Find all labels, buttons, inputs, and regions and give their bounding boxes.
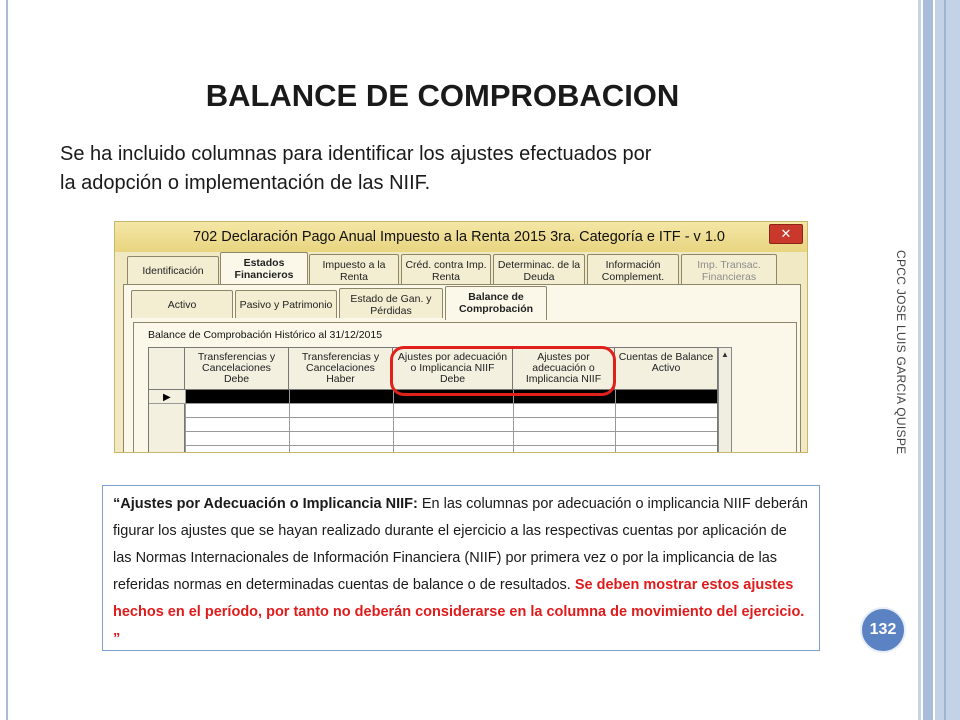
grid-column-line bbox=[289, 390, 290, 453]
header-text: Cancelaciones bbox=[202, 362, 271, 374]
table-row[interactable] bbox=[149, 418, 717, 432]
grid-header-transferencias-debe[interactable] bbox=[185, 348, 289, 390]
subtitle-line-2: la adopción o implementación de las NIIF. bbox=[60, 172, 431, 194]
tab-label: Estado de Gan. y bbox=[350, 293, 432, 305]
grid-column-line bbox=[185, 390, 186, 453]
vertical-author-credit: CPCC JOSE LUIS GARCIA QUISPE bbox=[894, 250, 908, 455]
note-bold-lead: Ajustes por Adecuación o Implicancia NIIF: bbox=[120, 496, 418, 512]
tab-activo[interactable] bbox=[131, 290, 233, 318]
slide-title: BALANCE DE COMPROBACION bbox=[205, 78, 680, 113]
table-row[interactable] bbox=[149, 404, 717, 418]
dialog-titlebar bbox=[115, 222, 807, 252]
header-text: Ajustes por adecuación bbox=[397, 351, 508, 363]
niif-adjustments-note bbox=[102, 485, 820, 651]
page-number-badge: 132 bbox=[860, 607, 906, 653]
header-text: Ajustes por bbox=[537, 351, 590, 363]
tab-label: Pérdidas bbox=[370, 305, 412, 317]
header-text: adecuación o bbox=[532, 362, 595, 374]
slide-right-band bbox=[923, 0, 933, 720]
note-body: En las columnas por adecuación o implicancia NIIF deberán figurar los ajustes que se hayan realizado durante el ejercicio a las respectivas cuentas por aplicación de las Normas Internacionales de Información Financiera (NIIF) por primera vez o por la implicancia de las referidas normas en determinadas cuentas de balance o de resultados. bbox=[113, 496, 808, 593]
dialog-title: 702 Declaración Pago Anual Impuesto a la Renta 2015 3ra. Categoría e ITF - v 1.0 bbox=[193, 229, 725, 245]
header-text: Implicancia NIIF bbox=[525, 373, 602, 385]
tab-pasivo-patrimonio[interactable] bbox=[235, 290, 337, 318]
tab-impuesto-renta[interactable] bbox=[309, 254, 399, 284]
tab-label: Financieras bbox=[701, 271, 757, 283]
slide-right-band-line bbox=[944, 0, 946, 720]
tab-label: Determinac. de la bbox=[497, 259, 581, 271]
close-button[interactable]: ✕ bbox=[769, 224, 803, 244]
header-text: Transferencias y bbox=[197, 351, 276, 363]
header-text: o Implicancia NIIF bbox=[410, 362, 495, 374]
header-text: Debe bbox=[439, 373, 466, 385]
tab-credito-impuesto[interactable] bbox=[401, 254, 491, 284]
note-quote-open: “ bbox=[113, 496, 121, 512]
tab-estados-financieros[interactable] bbox=[220, 252, 308, 286]
declaration-dialog bbox=[114, 221, 808, 453]
tab-label: Renta bbox=[431, 271, 461, 283]
tab-label: Estados bbox=[243, 257, 285, 269]
grid-vertical-scrollbar[interactable] bbox=[718, 347, 732, 453]
header-text: Haber bbox=[326, 373, 355, 385]
header-text: Debe bbox=[223, 373, 250, 385]
header-text: Transferencias y bbox=[301, 351, 380, 363]
note-red-emphasis: Se deben mostrar estos ajustes hechos en el período, por tanto no deberán considerarse en la columna de movimiento del ejercicio. ” bbox=[113, 577, 805, 647]
niif-columns-highlight bbox=[390, 346, 616, 396]
header-text: Activo bbox=[651, 362, 681, 374]
tab-balance-comprobacion[interactable] bbox=[445, 286, 547, 320]
tab-label: Activo bbox=[167, 299, 197, 311]
tab-label: Complement. bbox=[601, 271, 665, 283]
tab-informacion-complementaria[interactable] bbox=[587, 254, 679, 284]
tab-label: Créd. contra Imp. bbox=[405, 259, 487, 271]
group-label: Balance de Comprobación Histórico al 31/12/2015 bbox=[148, 329, 383, 341]
table-row[interactable] bbox=[149, 446, 717, 453]
tab-label: Pasivo y Patrimonio bbox=[239, 299, 333, 311]
grid-column-line bbox=[615, 390, 616, 453]
current-row-indicator-icon: ▶ bbox=[163, 392, 171, 403]
tab-label: Información bbox=[605, 259, 661, 271]
grid-column-line bbox=[513, 390, 514, 453]
grid-column-line bbox=[393, 390, 394, 453]
tab-label: Balance de bbox=[468, 291, 524, 303]
tab-determinacion-deuda[interactable] bbox=[493, 254, 585, 284]
tab-label: Comprobación bbox=[458, 303, 534, 315]
tab-label: Renta bbox=[339, 271, 369, 283]
tab-label: Impuesto a la bbox=[322, 259, 386, 271]
tab-identificacion[interactable] bbox=[127, 256, 219, 284]
tab-impuesto-transacciones[interactable] bbox=[681, 254, 777, 284]
grid-header-transferencias-haber[interactable] bbox=[289, 348, 393, 390]
tab-label: Imp. Transac. bbox=[697, 259, 761, 271]
header-text: Cancelaciones bbox=[306, 362, 375, 374]
slide-subtitle bbox=[60, 140, 780, 198]
header-text: Cuentas de Balance bbox=[618, 351, 714, 363]
slide-right-band bbox=[935, 0, 960, 720]
grid-corner bbox=[149, 348, 185, 390]
grid-header-cuentas-balance[interactable] bbox=[615, 348, 717, 390]
tab-label: Financieros bbox=[234, 269, 294, 281]
tab-label: Deuda bbox=[523, 271, 555, 283]
table-row[interactable] bbox=[149, 432, 717, 446]
tab-label: Identificación bbox=[142, 265, 204, 277]
subtitle-line-1: Se ha incluido columnas para identificar los ajustes efectuados por bbox=[60, 143, 652, 165]
scroll-up-icon[interactable]: ▲ bbox=[721, 350, 729, 359]
tab-estado-ganancias[interactable] bbox=[339, 288, 443, 318]
slide-right-band bbox=[918, 0, 921, 720]
